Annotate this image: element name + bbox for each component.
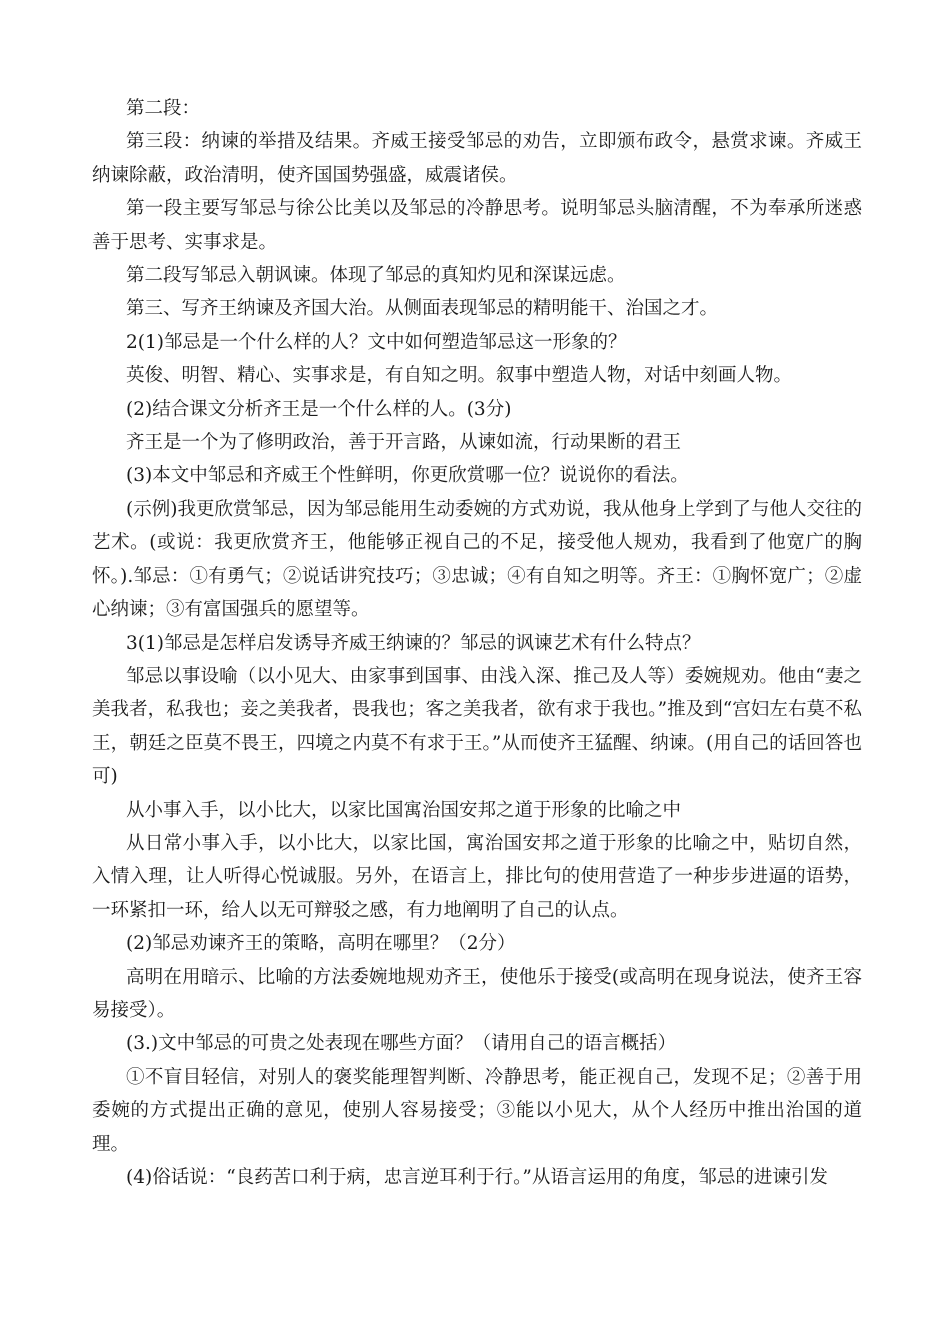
- answer-2-2: 齐王是一个为了修明政治，善于开言路，从谏如流，行动果断的君王: [126, 432, 682, 454]
- answer-3-1: 邹忌以事设喻（以小见大、由家事到国事、由浅入深、推己及人等）委婉规劝。他由“妻之美我者，私我也；妾之美我者，畏我也；客之美我者，欲有求于我也。”推及到“宫妇左右莫不私王，朝廷之臣莫不畏王，四境之内莫不有求于王。”从而使齐王猛醒、纳谏。(用自己的话回答也可): [92, 665, 862, 788]
- paragraph-second-section-analysis: 第二段写邹忌入朝讽谏。体现了邹忌的真知灼见和深谋远虑。: [126, 265, 626, 287]
- paragraph-third-section-analysis: 第三、写齐王纳谏及齐国大治。从侧面表现邹忌的精明能干、治国之才。: [126, 298, 719, 320]
- answer-3-1-detailed: 从日常小事入手，以小比大，以家比国，寓治国安邦之道于形象的比喻之中，贴切自然，入情入理，让人听得心悦诚服。另外，在语言上，排比句的使用营造了一种步步进逼的语势，一环紧扣一环，给人以无可辩驳之感，有力地阐明了自己的认点。: [92, 832, 862, 921]
- paragraph-section-three-summary: 第三段：纳谏的举措及结果。齐威王接受邹忌的劝告，立即颁布政令，悬赏求谏。齐威王纳谏除蔽，政治清明，使齐国国势强盛，威震诸侯。: [92, 131, 862, 186]
- answer-3-3: ①不盲目轻信，对别人的褒奖能理智判断、冷静思考，能正视自己，发现不足；②善于用委婉的方式提出正确的意见，使别人容易接受；③能以小见大，从个人经历中推出治国的道理。: [92, 1066, 862, 1155]
- question-3-3: (3.)文中邹忌的可贵之处表现在哪些方面？（请用自己的语言概括）: [126, 1033, 677, 1055]
- answer-2-3: (示例)我更欣赏邹忌，因为邹忌能用生动委婉的方式劝说，我从他身上学到了与他人交往的艺术。(或说：我更欣赏齐王，他能够正视自己的不足，接受他人规劝，我看到了他宽广的胸怀。).邹忌：①有勇气；②说话讲究技巧；③忠诚；④有自知之明等。齐王：①胸怀宽广；②虚心纳谏；③有富国强兵的愿望等。: [92, 498, 862, 621]
- question-2-1: 2(1)邹忌是一个什么样的人？文中如何塑造邹忌这一形象的？: [126, 331, 627, 353]
- answer-3-2: 高明在用暗示、比喻的方法委婉地规劝齐王，使他乐于接受(或高明在现身说法，使齐王容易接受）。: [92, 966, 862, 1021]
- answer-2-1: 英俊、明智、精心、实事求是，有自知之明。叙事中塑造人物，对话中刻画人物。: [126, 365, 793, 387]
- paragraph-section-two-heading: 第二段：: [126, 98, 201, 119]
- question-2-2: (2)结合课文分析齐王是一个什么样的人。(3分): [126, 398, 512, 420]
- document-page: [92, 92, 862, 1194]
- question-3-2: (2)邹忌劝谏齐王的策略，高明在哪里？（2分）: [126, 933, 516, 955]
- paragraph-first-section-analysis: 第一段主要写邹忌与徐公比美以及邹忌的冷静思考。说明邹忌头脑清醒，不为奉承所迷惑善于思考、实事求是。: [92, 198, 862, 253]
- question-3-4: (4)俗话说：“良药苦口利于病，忠言逆耳利于行。”从语言运用的角度，邹忌的进谏引发: [126, 1167, 828, 1188]
- question-2-3: (3)本文中邹忌和齐威王个性鲜明，你更欣赏哪一位？说说你的看法。: [126, 465, 689, 487]
- question-3-1: 3(1)邹忌是怎样启发诱导齐威王纳谏的？邹忌的讽谏艺术有什么特点？: [126, 632, 701, 654]
- answer-3-1-short: 从小事入手，以小比大，以家比国寓治国安邦之道于形象的比喻之中: [126, 799, 682, 821]
